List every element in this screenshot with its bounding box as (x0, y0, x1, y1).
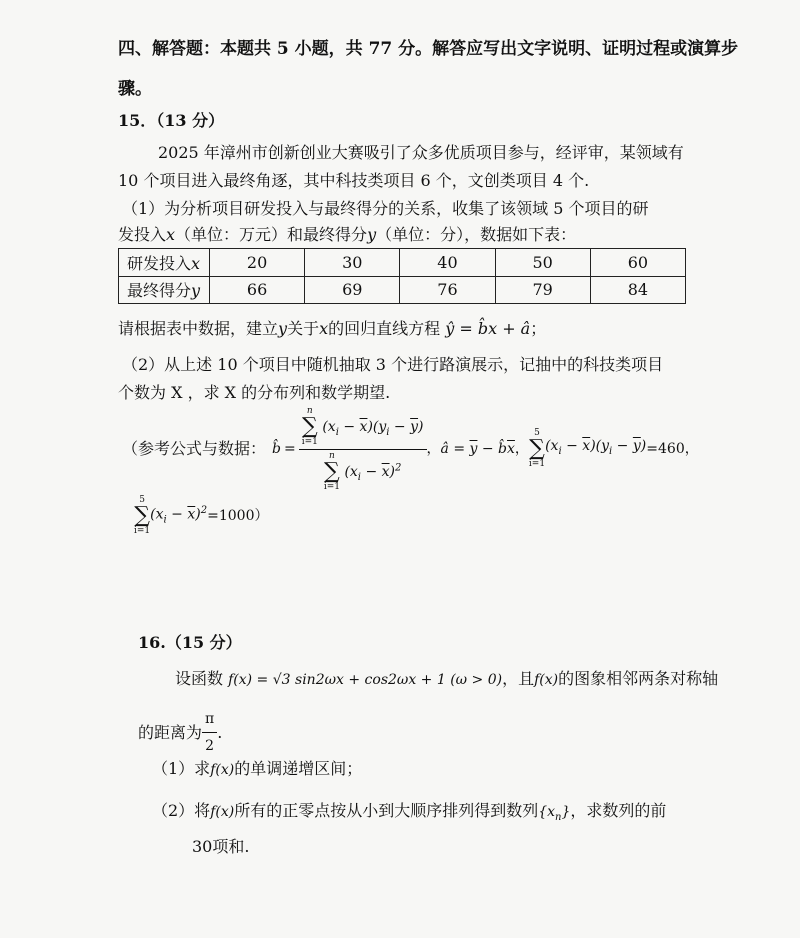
intercept-formula: â = $\overline{y}$ − $b̂\overline{x}$ (440, 441, 515, 457)
table-cell: 20 (210, 249, 305, 277)
reference-label: （参考公式与数据： (122, 439, 267, 458)
pi-over-two: $\frac{\pi}{2}$ (202, 708, 217, 757)
row-label-score: 最终得分y (119, 276, 210, 304)
q16-part2-line-1: （2）将f(x)所有的正零点按从小到大顺序排列得到数列$\{x_n\}$，求数列的前 (152, 801, 667, 823)
q15-intro-line-1: 2025 年漳州市创新创业大赛吸引了众多优质项目参与，经评审，某领域有 (158, 143, 684, 162)
table-row-investment (119, 249, 686, 277)
q16-stem-line-1: 设函数 f(x) = √3 sin2ωx + cos2ωx + 1 (ω > 0)，且f(x)的图象相邻两条对称轴 (175, 669, 719, 688)
q15-part1-line-1: （1）为分析项目研发投入与最终得分的关系，收集了该领域 5 个项目的研 (122, 199, 649, 218)
reference-formulas: （参考公式与数据： b̂ = n ∑ i=1 $(x_i - \overline{x})(y_i - \overline{y})$ n ∑ i=1 $(x_i - \overline{x})^2$ ， â = $\overline{y}$ − $b̂\overline{x}$ ， 5 ∑ i=1 $(x_i - \overline{x})(y_i - \overline{y})$ = 460 ， (122, 405, 699, 492)
section-heading-line-1: 四、解答题：本题共 5 小题，共 77 分。解答应写出文字说明、证明过程或演算步 (118, 39, 739, 59)
table-cell: 40 (400, 249, 495, 277)
table-row-score (119, 276, 686, 304)
table-cell: 66 (210, 276, 305, 304)
q15-part2-line-2: 个数为 X ，求 X 的分布列和数学期望. (118, 383, 391, 402)
table-cell: 30 (305, 249, 400, 277)
slope-formula: n ∑ i=1 $(x_i - \overline{x})(y_i - \overline{y})$ n ∑ i=1 $(x_i - \overline{x})^2$ (299, 407, 427, 492)
reference-formulas-line-2: 5 ∑ i=1 $(x_i - \overline{x})^2$ = 1000 ） (134, 495, 269, 536)
table-cell: 84 (590, 276, 685, 304)
var-x: x (166, 225, 176, 244)
table-cell: 79 (495, 276, 590, 304)
regression-equation: ŷ = b̂x + â (445, 319, 531, 338)
q16-part1: （1）求f(x)的单调递增区间； (152, 759, 363, 778)
q15-part1-line-2: 发投入x（单位：万元）和最终得分y（单位：分），数据如下表： (118, 225, 577, 244)
row-label-investment: 研发投入x (119, 249, 210, 277)
table-cell: 69 (305, 276, 400, 304)
table-cell: 60 (590, 249, 685, 277)
table-cell: 76 (400, 276, 495, 304)
q16-part2-line-2: 30项和. (192, 837, 250, 856)
table-cell: 50 (495, 249, 590, 277)
section-heading-line-2: 骤。 (118, 79, 152, 99)
q15-part2-line-1: （2）从上述 10 个项目中随机抽取 3 个进行路演展示，记抽中的科技类项目 (122, 355, 664, 374)
q15-part1-line-3: 请根据表中数据，建立y关于x的回归直线方程 ŷ = b̂x + â； (118, 319, 547, 338)
q16-header: 16.（15 分） (138, 633, 242, 652)
q15-header: 15．（13 分） (118, 111, 225, 130)
q16-stem-line-2: 的距离为 $\frac{\pi}{2}$ . (138, 708, 222, 757)
sum-xx-value: 1000 (218, 508, 255, 524)
function-definition: f(x) = √3 sin2ωx + cos2ωx + 1 (ω > 0) (228, 672, 503, 688)
data-table (118, 248, 686, 304)
sum-xy-value: 460 (658, 441, 685, 457)
var-y: y (367, 225, 377, 244)
q15-intro-line-2: 10 个项目进入最终角逐，其中科技类项目 6 个，文创类项目 4 个. (118, 171, 590, 190)
